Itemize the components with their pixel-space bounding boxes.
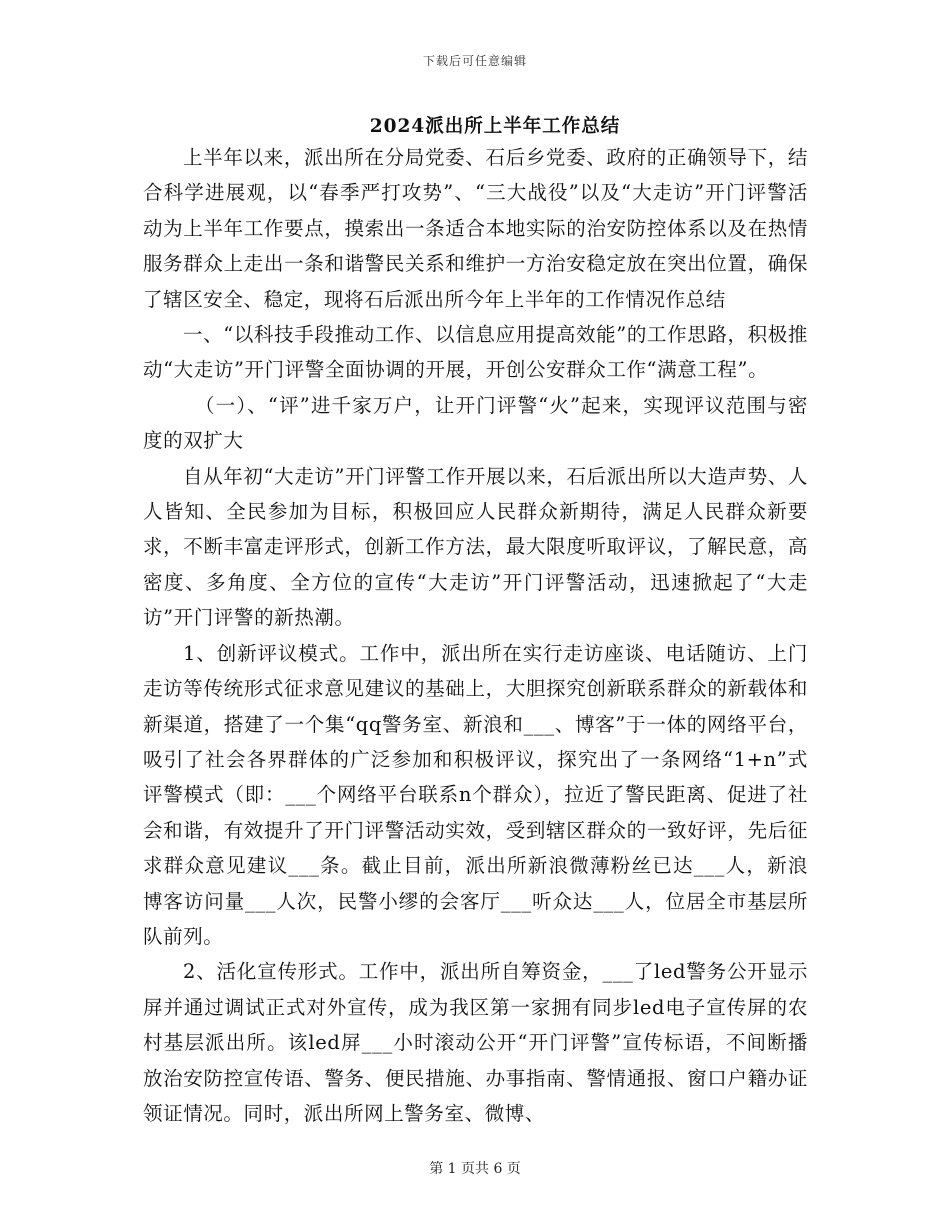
page-footer: 第 1 页共 6 页	[429, 1161, 521, 1177]
paragraph-subsection-1: （一）、“评”进千家万户，让开门评警“火”起来，实现评议范围与密度的双扩大	[143, 393, 808, 453]
paragraph-item-1: 1、创新评议模式。工作中，派出所在实行走访座谈、电话随访、上门走访等传统形式征求意见建议的基础上，大胆探究创新联系群众的新载体和新渠道，搭建了一个集“qq警务室、新浪和___、博客”于一体的网络平台，吸引了社会各界群体的广泛参加和积极评议，探究出了一条网络“1+n”式评警模式（即：___个网络平台联系n个群众），拉近了警民距离、促进了社会和谐，有效提升了开门评警活动实效，受到辖区群众的一致好评，先后征求群众意见建议___条。截止目前，派出所新浪微薄粉丝已达___人，新浪博客访问量___人次，民警小缪的会客厅___听众达___人，位居全市基层所队前列。	[143, 641, 808, 948]
paragraph-section-1: 一、“以科技手段推动工作、以信息应用提高效能”的工作思路，积极推动“大走访”开门评警全面协调的开展，开创公安群众工作“满意工程”。	[143, 323, 808, 382]
document-body	[143, 140, 808, 1131]
paragraph-intro: 上半年以来，派出所在分局党委、石后乡党委、政府的正确领导下，结合科学进展观，以“春季严打攻势”、“三大战役”以及“大走访”开门评警活动为上半年工作要点，摸索出一条适合本地实际的治安防控体系以及在热情服务群众上走出一条和谐警民关系和维护一方治安稳定放在突出位置，确保了辖区安全、稳定，现将石后派出所今年上半年的工作情况作总结	[143, 146, 808, 311]
paragraph-item-2: 2、活化宣传形式。工作中，派出所自筹资金，___了led警务公开显示屏并通过调试正式对外宣传，成为我区第一家拥有同步led电子宣传屏的农村基层派出所。该led屏___小时滚动公开“开门评警”宣传标语，不间断播放治安防控宣传语、警务、便民措施、办事指南、警情通报、窗口户籍办证领证情况。同时，派出所网上警务室、微博、	[143, 960, 808, 1125]
header-note: 下载后可任意编辑	[422, 54, 527, 68]
document-title: 2024派出所上半年工作总结	[369, 116, 621, 137]
paragraph-body-1: 自从年初“大走访”开门评警工作开展以来，石后派出所以大造声势、人人皆知、全民参加为目标，积极回应人民群众新期待，满足人民群众新要求，不断丰富走评形式，创新工作方法，最大限度听取评议，了解民意，高密度、多角度、全方位的宣传“大走访”开门评警活动，迅速掀起了“大走访”开门评警的新热潮。	[143, 464, 808, 630]
